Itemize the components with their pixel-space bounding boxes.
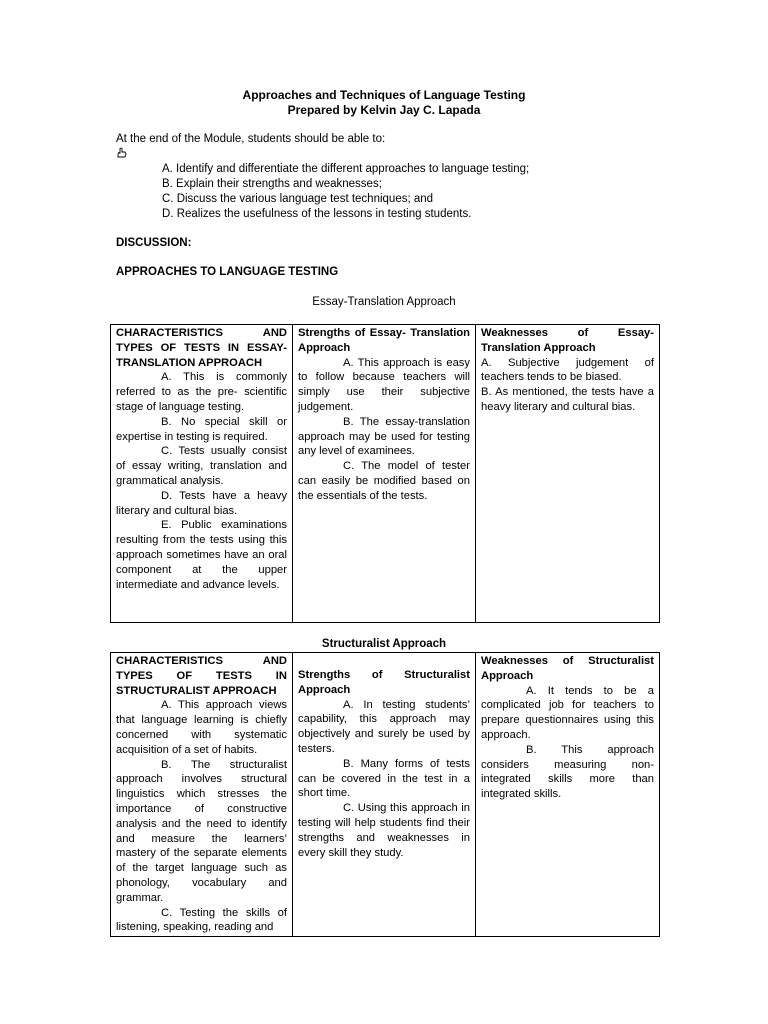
list-item: C. Testing the skills of listening, speaking, reading and xyxy=(116,906,287,934)
table-cell-weaknesses xyxy=(476,325,660,623)
hand-pointing-icon xyxy=(116,147,128,164)
structuralist-table xyxy=(110,652,660,937)
table-cell-characteristics xyxy=(111,325,293,623)
column-header: CHARACTERISTICS AND TYPES OF TESTS IN STRUCTURALIST APPROACH xyxy=(116,655,287,697)
list-item: A. This approach views that language learning is chiefly concerned with systematic acquisition of a set of habits. xyxy=(116,699,287,756)
column-header: Weaknesses of Essay-Translation Approach xyxy=(481,327,654,354)
intro-text: At the end of the Module, students should be able to: xyxy=(116,133,386,145)
column-header: Strengths of Essay- Translation Approach xyxy=(298,327,470,354)
list-item: C. The model of tester can easily be modified based on the essentials of the tests. xyxy=(298,460,470,502)
table-cell-strengths xyxy=(293,325,476,623)
list-item: B. As mentioned, the tests have a heavy literary and cultural bias. xyxy=(481,386,654,413)
objectives-list xyxy=(162,162,529,222)
list-item: C. Tests usually consist of essay writing, translation and grammatical analysis. xyxy=(116,445,287,487)
objective-item: B. Explain their strengths and weaknesses; xyxy=(162,178,382,190)
table-cell-characteristics xyxy=(111,653,293,937)
column-header: Strengths of Structuralist Approach xyxy=(298,669,470,696)
list-item: B. No special skill or expertise in testing is required. xyxy=(116,415,287,443)
objective-item: C. Discuss the various language test techniques; and xyxy=(162,193,434,205)
list-item: D. Tests have a heavy literary and cultural bias. xyxy=(116,489,287,517)
objective-item: A. Identify and differentiate the different approaches to language testing; xyxy=(162,163,530,175)
document-author: Prepared by Kelvin Jay C. Lapada xyxy=(287,103,481,117)
table-row xyxy=(111,325,660,623)
column-header: Weaknesses of Structuralist Approach xyxy=(481,655,654,682)
list-item: B. The essay-translation approach may be used for testing any level of examinees. xyxy=(298,415,470,458)
objective-item: D. Realizes the usefulness of the lessons in testing students. xyxy=(162,208,472,220)
approaches-heading: APPROACHES TO LANGUAGE TESTING xyxy=(116,266,339,278)
list-item: A. It tends to be a complicated job for teachers to prepare questionnaires using this approach. xyxy=(481,684,654,741)
list-item: A. Subjective judgement of teachers tends to be biased. xyxy=(481,356,654,384)
table1-caption: Essay-Translation Approach xyxy=(312,296,456,308)
column-header: CHARACTERISTICS AND TYPES OF TESTS IN ESSAY-TRANSLATION APPROACH xyxy=(116,327,287,369)
list-item: A. In testing students’ capability, this approach may objectively and surely be used by testers. xyxy=(298,698,470,755)
list-item: B. This approach considers measuring non-integrated skills more than integrated skills. xyxy=(481,743,654,801)
table2-caption: Structuralist Approach xyxy=(321,638,447,650)
list-item: B. Many forms of tests can be covered in the test in a short time. xyxy=(298,757,470,800)
list-item: A. This approach is easy to follow because teachers will simply use their subjective judgement. xyxy=(298,356,470,413)
list-item: A. This is commonly referred to as the pre- scientific stage of language testing. xyxy=(116,371,287,413)
table-cell-strengths xyxy=(293,653,476,937)
document-title: Approaches and Techniques of Language Testing xyxy=(242,88,526,102)
list-item: B. The structuralist approach involves structural linguistics which stresses the importance of constructive analysis and the need to identify and measure the learners’ mastery of the separate elements of the target language such as phonology, vocabulary and grammar. xyxy=(116,758,287,904)
list-item: C. Using this approach in testing will help students find their strengths and weaknesses in every skill they study. xyxy=(298,802,470,859)
discussion-heading: DISCUSSION: xyxy=(116,237,192,249)
hand-pointing-icon-svg xyxy=(116,147,128,159)
table-row xyxy=(111,653,660,937)
essay-translation-table xyxy=(110,324,660,623)
table-cell-weaknesses xyxy=(476,653,660,937)
list-item: E. Public examinations resulting from the tests using this approach sometimes have an oral component at the upper intermediate and advance levels. xyxy=(116,519,287,591)
